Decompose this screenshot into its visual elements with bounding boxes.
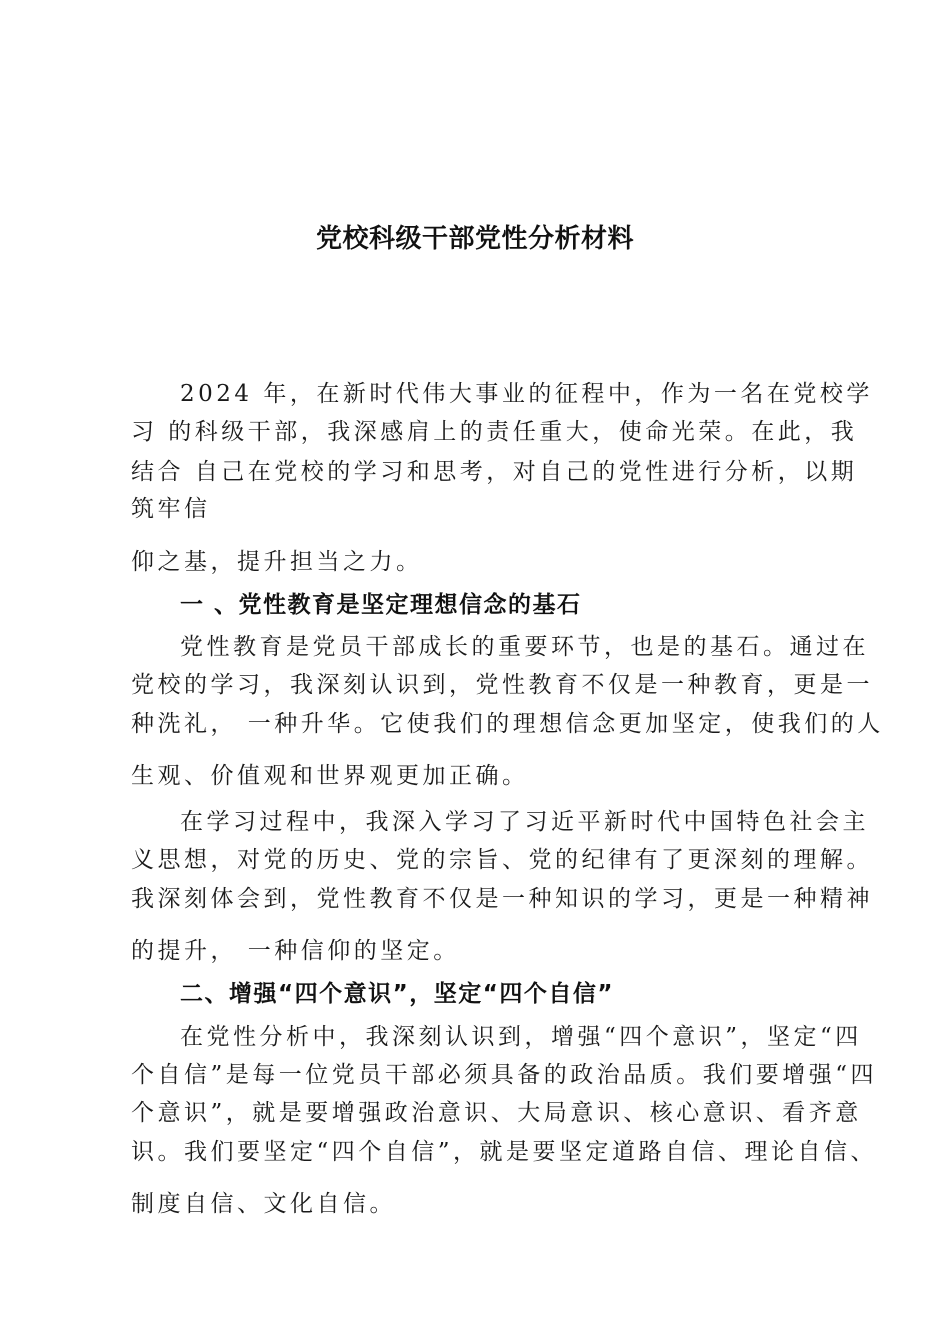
paragraph-line: 我深刻体会到，党性教育不仅是一种知识的学习，更是一种精神 <box>131 886 873 912</box>
paragraph-line: 党性教育是党员干部成长的重要环节，也是的基石。通过在 <box>180 634 869 660</box>
document-title: 党校科级干部党性分析材料 <box>315 224 634 254</box>
paragraph-line: 个意识”，就是要增强政治意识、大局意识、核心意识、看齐意 <box>131 1100 862 1126</box>
paragraph-line: 个自信”是每一位党员干部必须具备的政治品质。我们要增强“四 <box>131 1062 878 1088</box>
paragraph-line: 在党性分析中，我深刻认识到，增强“四个意识”，坚定“四 <box>180 1024 862 1050</box>
paragraph-line: 义思想，对党的历史、党的宗旨、党的纪律有了更深刻的理解。 <box>131 847 873 873</box>
paragraph-line: 党校的学习，我深刻认识到，党性教育不仅是一种教育，更是一 <box>131 672 873 698</box>
intro-line: 2024 年，在新时代伟大事业的征程中，作为一名在党校学 <box>180 381 873 407</box>
paragraph-line: 在学习过程中，我深入学习了习近平新时代中国特色社会主 <box>180 809 869 835</box>
intro-line: 习 的科级干部，我深感肩上的责任重大，使命光荣。在此，我 <box>131 419 858 445</box>
intro-line: 筑牢信 <box>131 496 211 522</box>
section-heading-2: 二、增强“四个意识”，坚定“四个自信” <box>180 981 614 1007</box>
intro-line: 结合 自己在党校的学习和思考，对自己的党性进行分析，以期 <box>131 459 858 485</box>
intro-line: 仰之基，提升担当之力。 <box>131 549 423 575</box>
section-heading-1: 一 、党性教育是坚定理想信念的基石 <box>180 592 582 618</box>
paragraph-line: 生观、价值观和世界观更加正确。 <box>131 763 529 789</box>
paragraph-line: 制度自信、文化自信。 <box>131 1191 396 1217</box>
paragraph-line: 种洗礼， 一种升华。它使我们的理想信念更加坚定，使我们的人 <box>131 711 884 737</box>
paragraph-line: 的提升， 一种信仰的坚定。 <box>131 938 460 964</box>
paragraph-line: 识。我们要坚定“四个自信”，就是要坚定道路自信、理论自信、 <box>131 1139 878 1165</box>
